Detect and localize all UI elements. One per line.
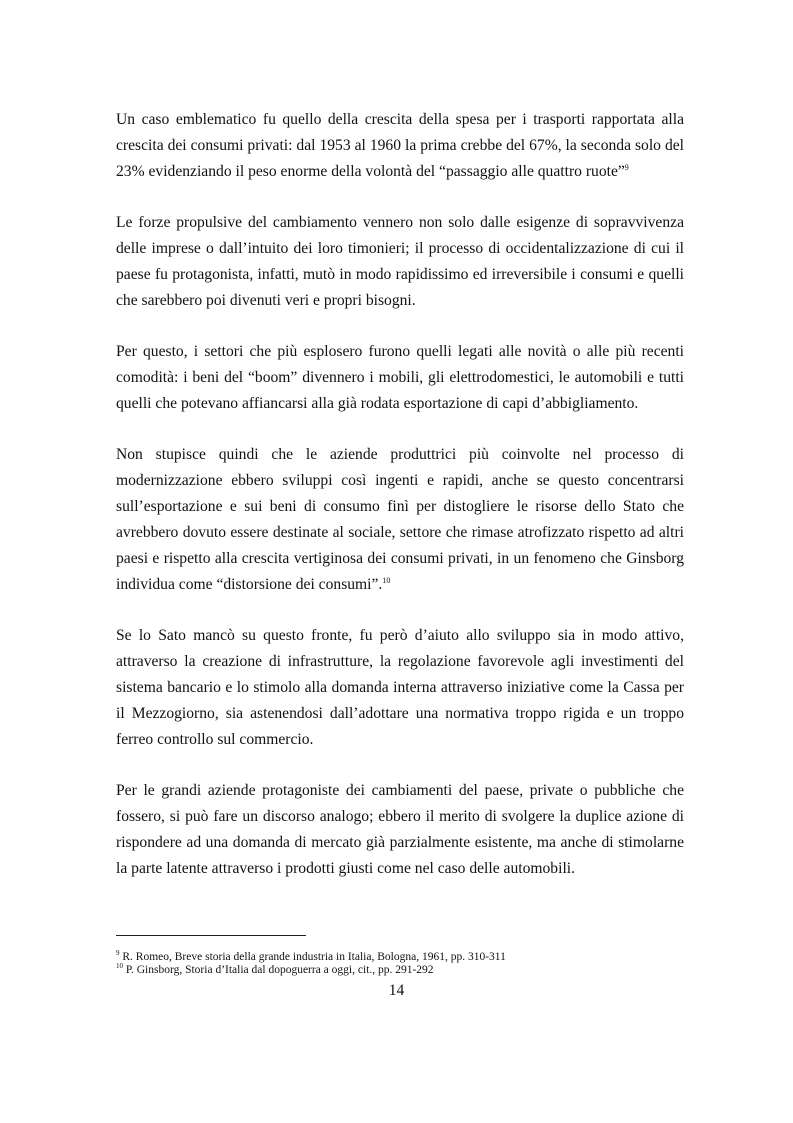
paragraph-3 — [116, 339, 684, 417]
footnotes — [116, 951, 684, 977]
footnote-10-text: P. Ginsborg, Storia d’Italia dal dopoguerra a oggi, cit., pp. 291-292 — [123, 964, 434, 976]
footnote-10-number: 10 — [116, 962, 123, 971]
paragraph-4 — [116, 442, 684, 598]
paragraph-1 — [116, 107, 684, 185]
paragraph-5 — [116, 623, 684, 753]
body-text — [116, 107, 684, 907]
footnote-9-number: 9 — [116, 949, 120, 958]
paragraph-2-text: Le forze propulsive del cambiamento vennero non solo dalle esigenze di sopravvivenza delle imprese o dall’intuito dei loro timonieri; il processo di occidentalizzazione di cui il paese fu protagonista, infatti, mutò in modo rapidissimo ed irreversibile i consumi e quelli che sarebbero poi divenuti veri e propri bisogni. — [116, 214, 684, 309]
paragraph-1-text: Un caso emblematico fu quello della crescita della spesa per i trasporti rapportata alla crescita dei consumi privati: dal 1953 al 1960 la prima crebbe del 67%, la seconda solo del 23% evidenziando il peso enorme della volontà del “passaggio alle quattro ruote” — [116, 111, 684, 180]
paragraph-3-text: Per questo, i settori che più esplosero furono quelli legati alle novità o alle più recenti comodità: i beni del “boom” divennero i mobili, gli elettrodomestici, le automobili e tutti quelli che potevano affiancarsi alla già rodata esportazione di capi d’abbigliamento. — [116, 343, 684, 412]
footnote-9 — [116, 951, 684, 964]
paragraph-4-text: Non stupisce quindi che le aziende produttrici più coinvolte nel processo di modernizzazione ebbero sviluppi così ingenti e rapidi, anche se questo concentrarsi sull’esportazione e sui beni di consumo finì per distogliere le risorse dello Stato che avrebbero dovuto essere destinate al sociale, settore che rimase atrofizzato rispetto ad altri paesi e rispetto alla crescita vertiginosa dei consumi privati, in un fenomeno che Ginsborg individua come “distorsione dei consumi”. — [116, 446, 684, 593]
paragraph-6 — [116, 778, 684, 882]
footnote-ref-9: 9 — [624, 162, 629, 172]
footnote-separator — [116, 935, 306, 936]
paragraph-5-text: Se lo Sato mancò su questo fronte, fu però d’aiuto allo sviluppo sia in modo attivo, attraverso la creazione di infrastrutture, la regolazione favorevole agli investimenti del sistema bancario e lo stimolo alla domanda interna attraverso iniziative come la Cassa per il Mezzogiorno, sia astenendosi dall’adottare una normativa troppo rigida e un troppo ferreo controllo sul commercio. — [116, 627, 684, 748]
footnote-9-text: R. Romeo, Breve storia della grande industria in Italia, Bologna, 1961, pp. 310-311 — [119, 951, 506, 963]
footnote-10 — [116, 964, 684, 977]
paragraph-2 — [116, 210, 684, 314]
paragraph-6-text: Per le grandi aziende protagoniste dei cambiamenti del paese, private o pubbliche che fossero, si può fare un discorso analogo; ebbero il merito di svolgere la duplice azione di rispondere ad una domanda di mercato già parzialmente esistente, ma anche di stimolarne la parte latente attraverso i prodotti giusti come nel caso delle automobili. — [116, 782, 684, 877]
page-number: 14 — [388, 982, 405, 999]
footnote-ref-10: 10 — [382, 575, 391, 585]
